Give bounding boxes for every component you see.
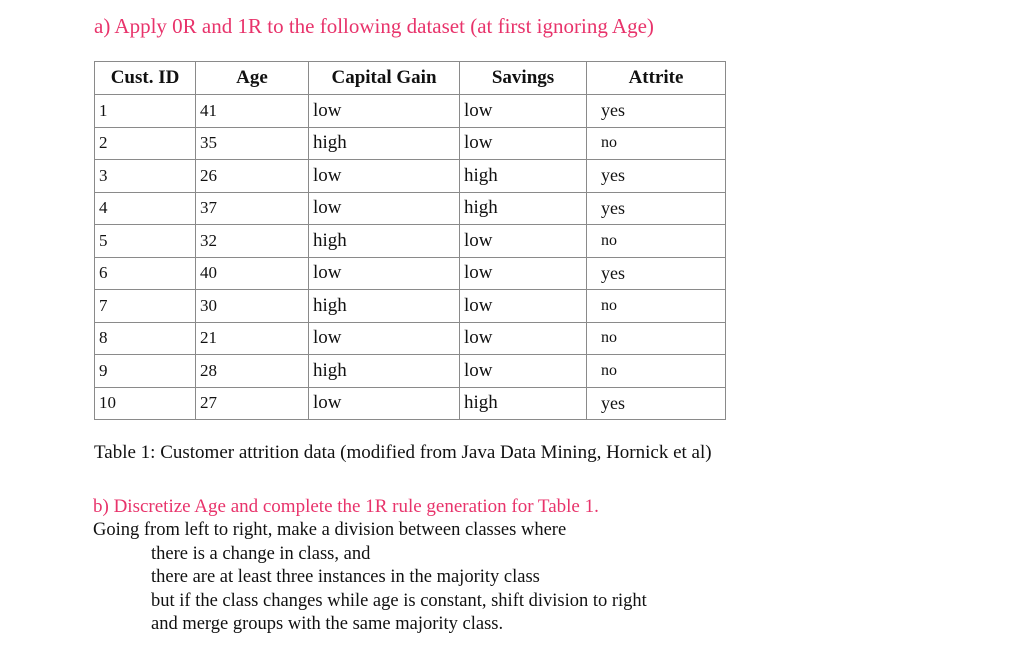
cell-capital-gain: low (309, 192, 460, 225)
cell-cust-id: 9 (95, 355, 196, 388)
cell-savings: low (460, 355, 587, 388)
cell-attrite: yes (587, 257, 726, 290)
cell-capital-gain: high (309, 127, 460, 160)
table-row (95, 160, 726, 193)
cell-age: 37 (196, 192, 309, 225)
cell-savings: low (460, 257, 587, 290)
cell-age: 35 (196, 127, 309, 160)
cell-capital-gain: low (309, 95, 460, 128)
table-row (95, 95, 726, 128)
table-row (95, 322, 726, 355)
cell-cust-id: 3 (95, 160, 196, 193)
cell-attrite: yes (587, 387, 726, 420)
cell-age: 21 (196, 322, 309, 355)
cell-attrite: yes (587, 95, 726, 128)
cell-capital-gain: high (309, 290, 460, 323)
cell-attrite: yes (587, 192, 726, 225)
part-b-heading: b) Discretize Age and complete the 1R rule generation for Table 1. (93, 496, 599, 517)
cell-cust-id: 2 (95, 127, 196, 160)
header-savings: Savings (460, 62, 587, 95)
cell-capital-gain: high (309, 355, 460, 388)
cell-attrite: yes (587, 160, 726, 193)
cell-age: 40 (196, 257, 309, 290)
cell-savings: low (460, 127, 587, 160)
cell-capital-gain: low (309, 257, 460, 290)
cell-attrite: no (587, 127, 726, 160)
header-age: Age (196, 62, 309, 95)
table-row (95, 225, 726, 258)
cell-attrite: no (587, 355, 726, 388)
cell-cust-id: 7 (95, 290, 196, 323)
cell-age: 28 (196, 355, 309, 388)
instructions (93, 519, 647, 637)
part-a-heading: a) Apply 0R and 1R to the following dataset (at first ignoring Age) (94, 14, 654, 38)
cell-savings: high (460, 192, 587, 225)
table-row (95, 192, 726, 225)
table-caption: Table 1: Customer attrition data (modified from Java Data Mining, Hornick et al) (94, 442, 712, 463)
cell-savings: low (460, 322, 587, 355)
cell-age: 32 (196, 225, 309, 258)
header-cust-id: Cust. ID (95, 62, 196, 95)
cell-attrite: no (587, 290, 726, 323)
table-row (95, 127, 726, 160)
cell-cust-id: 1 (95, 95, 196, 128)
cell-age: 30 (196, 290, 309, 323)
table-row (95, 387, 726, 420)
cell-cust-id: 4 (95, 192, 196, 225)
cell-cust-id: 5 (95, 225, 196, 258)
cell-savings: low (460, 95, 587, 128)
table-row (95, 257, 726, 290)
cell-capital-gain: low (309, 322, 460, 355)
instruction-line: and merge groups with the same majority class. (151, 614, 504, 634)
instruction-line: there are at least three instances in the majority class (151, 567, 540, 587)
cell-cust-id: 8 (95, 322, 196, 355)
cell-attrite: no (587, 225, 726, 258)
header-capital-gain: Capital Gain (309, 62, 460, 95)
table-row (95, 355, 726, 388)
instruction-line: Going from left to right, make a division between classes where (93, 520, 567, 540)
customer-attrition-table (94, 61, 726, 420)
cell-cust-id: 10 (95, 387, 196, 420)
cell-cust-id: 6 (95, 257, 196, 290)
table-row (95, 290, 726, 323)
cell-savings: low (460, 290, 587, 323)
cell-capital-gain: high (309, 225, 460, 258)
instruction-line: but if the class changes while age is constant, shift division to right (151, 590, 647, 611)
cell-savings: high (460, 160, 587, 193)
cell-capital-gain: low (309, 387, 460, 420)
header-attrite: Attrite (587, 62, 726, 95)
cell-age: 41 (196, 95, 309, 128)
table-header-row (95, 62, 726, 95)
cell-age: 26 (196, 160, 309, 193)
cell-savings: high (460, 387, 587, 420)
cell-attrite: no (587, 322, 726, 355)
cell-savings: low (460, 225, 587, 258)
cell-age: 27 (196, 387, 309, 420)
cell-capital-gain: low (309, 160, 460, 193)
instruction-line: there is a change in class, and (151, 543, 371, 564)
